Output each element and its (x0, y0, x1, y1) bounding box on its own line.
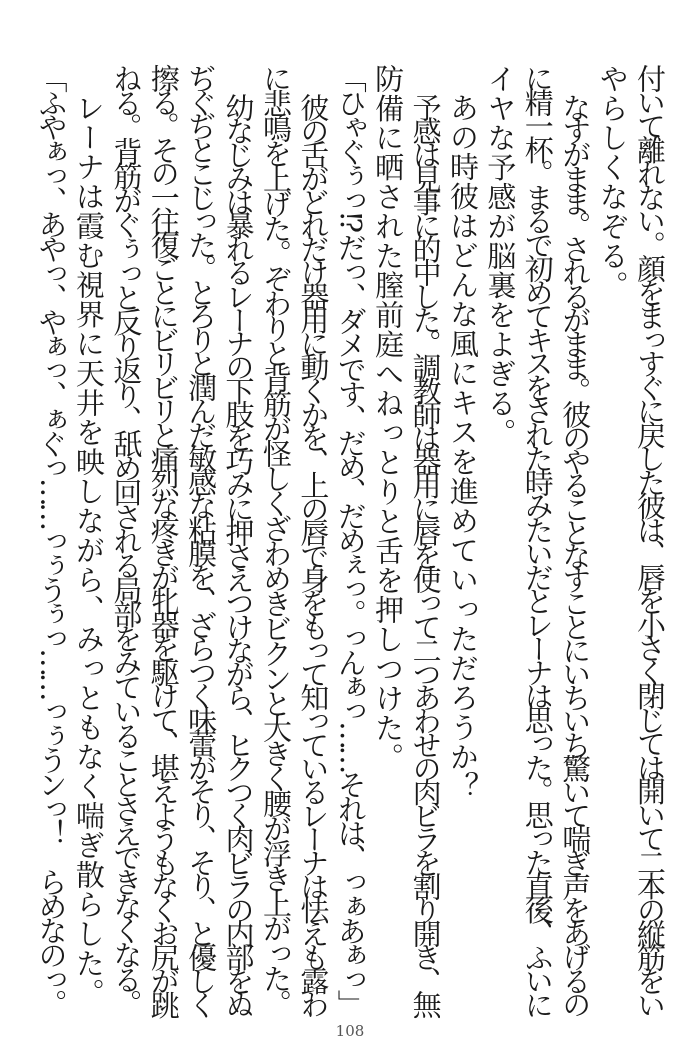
page-number: 108 (335, 1022, 365, 1040)
text-line: 彼の舌がどれだけ器用に動くかを、上の唇で身をもって知っているレーナは怯えも露わ (296, 93, 331, 1014)
text-line: イヤな予感が脳裏をよぎる。 (483, 64, 518, 448)
text-line: 「ひゃぐぅっ!? だっ、ダメです、だめ、だめぇっ。っんぁっ……それは、っぁあぁっ」 (333, 64, 368, 1014)
text-line: に悲鳴を上げた。ぞわりと背筋が怪しくざわめきビクンと大きく腰が浮き上がった。 (258, 64, 293, 1014)
text-line: やらしくなぞる。 (595, 64, 630, 300)
text-line: に精一杯。まるで初めてキスをされた時みたいだとレーナは思った。思った直後、ふいに (520, 64, 555, 1014)
text-line: なすがまま。されるがまま。彼のやることなすことにいちいち驚いて喘ぎ声をあげるの (558, 93, 593, 1014)
text-line: 擦る。その一往復ごとにビリビリと痛烈な疼きが牝器を駆けて、堪えようもなくお尻が跳 (146, 64, 181, 1014)
text-line: ねる。背筋がぐぅっと反り返り、舐め回される局部をみていることさえできなくなる。 (109, 64, 144, 1014)
text-line: 幼なじみは暴れるレーナの下肢を巧みに押さえつけながら、ヒクつく肉ビラの内部をぬ (221, 93, 256, 1014)
text-line: 付いて離れない。顔をまっすぐに戻した彼は、唇を小さく閉じては開いて二本の縦筋をい (633, 64, 667, 1014)
text-line: 「ふやぁっ、あやっ、やぁっ、ぁぐっ……っぅうぅっ……っぅうンっ！ らめなのっ。 (34, 64, 69, 1014)
text-line: ぢぐぢとこじった。とろりと潤んだ敏感な粘膜を、ざらつく味蕾がそり、そり、と優しく (184, 64, 219, 1014)
text-line: 予感は見事に的中した。調教師は器用に唇を使って二つあわせの肉ビラを割り開き、無 (408, 93, 443, 1014)
body-text (32, 64, 668, 1014)
text-line: レーナは霞む視界に天井を映しながら、みっともなく喘ぎ散らした。 (71, 93, 106, 1008)
text-line: あの時彼はどんな風にキスを進めていっただろうか？ (445, 93, 480, 801)
text-line: 防備に晒された膣前庭へねっとりと舌を押しつけた。 (371, 64, 406, 772)
